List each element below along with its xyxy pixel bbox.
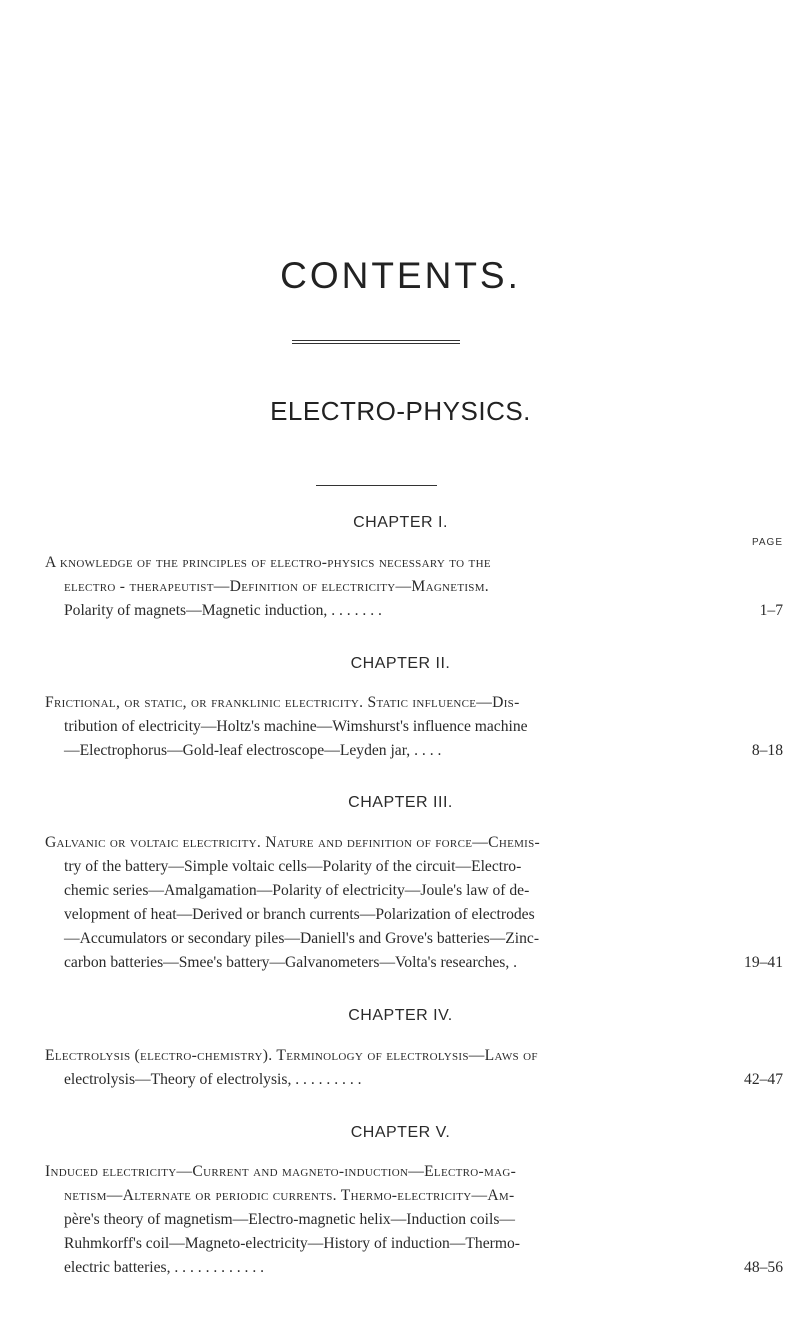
chapter-5-line-2: netism—Alternate or periodic currents. Thermo-electricity—Am- xyxy=(64,1187,515,1204)
chapter-3-line-3: chemic series—Amalgamation—Polarity of electricity—Joule's law of de- xyxy=(64,882,530,899)
chapter-2-pages: 8–18 xyxy=(751,742,783,759)
chapter-3-line-1: Galvanic or voltaic electricity. Nature and definition of force—Chemis- xyxy=(45,834,541,851)
chapter-1-line-1: A knowledge of the principles of electro-physics necessary to the xyxy=(45,554,491,571)
chapter-5-line-1: Induced electricity—Current and magneto-induction—Electro-mag- xyxy=(45,1163,517,1180)
chapter-2-heading: CHAPTER II. xyxy=(350,655,451,672)
chapter-2-entry xyxy=(45,691,710,763)
chapter-5-line-4: Ruhmkorff's coil—Magneto-electricity—History of induction—Thermo- xyxy=(64,1235,520,1252)
chapter-5-line-5: electric batteries, . . . . . . . . . . . . xyxy=(64,1259,265,1276)
chapter-3-pages: 19–41 xyxy=(744,954,783,971)
chapter-1-line-2: electro - therapeutist—Definition of electricity—Magnetism. xyxy=(64,578,490,595)
chapter-1-line-3: Polarity of magnets—Magnetic induction, . . . . . . . xyxy=(64,602,382,619)
chapter-4-line-2: electrolysis—Theory of electrolysis, . . . . . . . . . xyxy=(64,1071,362,1088)
chapter-1-pages: 1–7 xyxy=(759,602,783,619)
page-title: CONTENTS. xyxy=(280,255,521,296)
chapter-5-line-3: père's theory of magnetism—Electro-magnetic helix—Induction coils— xyxy=(64,1211,516,1228)
chapter-4-pages: 42–47 xyxy=(744,1071,783,1088)
chapter-2-line-3: —Electrophorus—Gold-leaf electroscope—Leyden jar, . . . . xyxy=(64,742,442,759)
chapter-3-entry xyxy=(45,831,710,975)
chapter-5-entry xyxy=(45,1160,710,1280)
chapter-4-heading: CHAPTER IV. xyxy=(348,1007,453,1024)
page-column-label: PAGE xyxy=(751,537,783,548)
section-title: ELECTRO-PHYSICS. xyxy=(270,396,531,426)
chapter-3-line-2: try of the battery—Simple voltaic cells—Polarity of the circuit—Electro- xyxy=(64,858,522,875)
chapter-3-line-5: —Accumulators or secondary piles—Daniell's and Grove's batteries—Zinc- xyxy=(64,930,540,947)
chapter-5-heading: CHAPTER V. xyxy=(350,1124,451,1141)
chapter-3-heading: CHAPTER III. xyxy=(348,794,453,811)
chapter-4-entry xyxy=(45,1044,710,1092)
chapter-3-line-4: velopment of heat—Derived or branch currents—Polarization of electrodes xyxy=(64,906,535,923)
single-rule-divider xyxy=(316,485,437,486)
chapter-5-pages: 48–56 xyxy=(744,1259,783,1276)
double-rule-divider xyxy=(292,340,460,344)
chapter-1-heading: CHAPTER I. xyxy=(353,514,448,531)
chapter-2-line-2: tribution of electricity—Holtz's machine—Wimshurst's influence machine xyxy=(64,718,528,735)
chapter-3-line-6: carbon batteries—Smee's battery—Galvanometers—Volta's researches, . xyxy=(64,954,518,971)
chapter-2-line-1: Frictional, or static, or franklinic electricity. Static influence—Dis- xyxy=(45,694,520,711)
chapter-4-line-1: Electrolysis (electro-chemistry). Terminology of electrolysis—Laws of xyxy=(45,1047,538,1064)
chapter-1-entry xyxy=(45,551,710,623)
